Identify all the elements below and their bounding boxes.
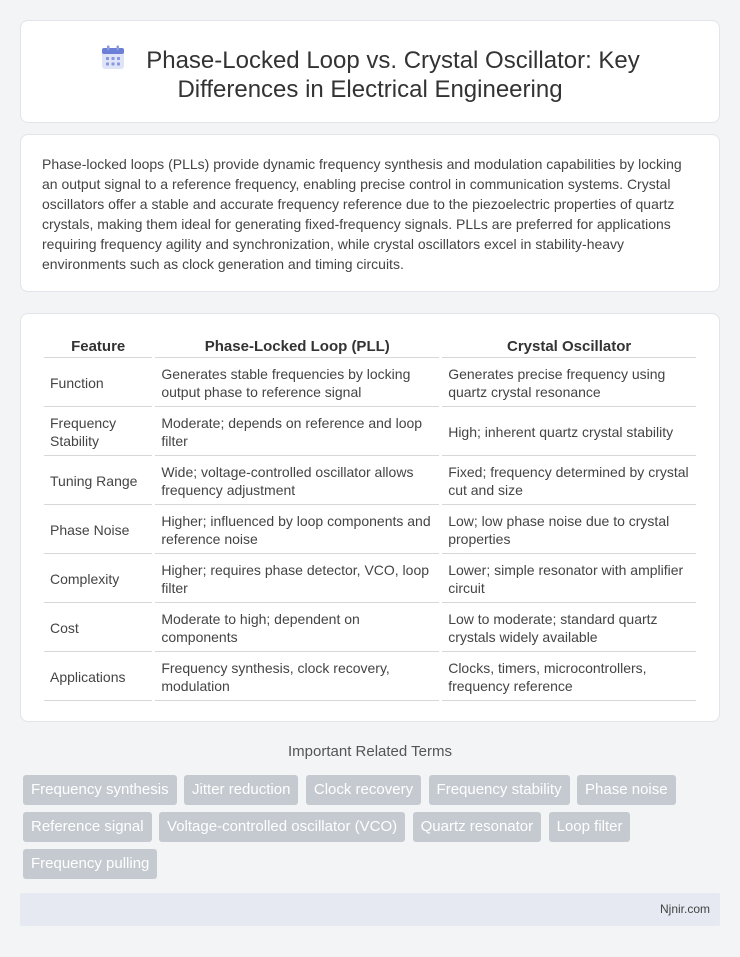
row-pll: Higher; influenced by loop components and reference noise	[155, 506, 439, 554]
term-tag[interactable]: Phase noise	[577, 775, 676, 805]
row-pll: Moderate to high; dependent on components	[155, 604, 439, 652]
related-terms-list	[23, 775, 723, 886]
table-row	[44, 506, 696, 554]
term-tag[interactable]: Quartz resonator	[413, 812, 542, 842]
page-title-text: Phase-Locked Loop vs. Crystal Oscillator: Key Differences in Electrical Engineering	[146, 47, 640, 103]
row-pll: Moderate; depends on reference and loop filter	[155, 408, 439, 456]
row-feature: Phase Noise	[44, 506, 152, 554]
footer	[20, 893, 720, 926]
term-tag[interactable]: Frequency stability	[429, 775, 570, 805]
row-feature: Tuning Range	[44, 457, 152, 505]
row-feature: Cost	[44, 604, 152, 652]
intro-card	[20, 134, 720, 292]
row-pll: Frequency synthesis, clock recovery, modulation	[155, 653, 439, 701]
row-crystal: High; inherent quartz crystal stability	[442, 408, 696, 456]
header-crystal: Crystal Oscillator	[442, 335, 696, 358]
page-title	[21, 45, 719, 104]
table-row	[44, 604, 696, 652]
row-pll: Wide; voltage-controlled oscillator allows frequency adjustment	[155, 457, 439, 505]
row-pll: Generates stable frequencies by locking output phase to reference signal	[155, 359, 439, 407]
term-tag[interactable]: Frequency pulling	[23, 849, 157, 879]
table-row	[44, 555, 696, 603]
row-crystal: Fixed; frequency determined by crystal cut and size	[442, 457, 696, 505]
footer-site[interactable]: Njnir.com	[659, 902, 710, 916]
table-row	[44, 653, 696, 701]
header-feature: Feature	[44, 335, 152, 358]
row-feature: Complexity	[44, 555, 152, 603]
header-pll: Phase-Locked Loop (PLL)	[155, 335, 439, 358]
row-crystal: Clocks, timers, microcontrollers, frequency reference	[442, 653, 696, 701]
intro-paragraph: Phase-locked loops (PLLs) provide dynamic frequency synthesis and modulation capabilities by locking an output signal to a reference frequency, enabling precise control in communication systems. Crystal oscillators offer a stable and accurate frequency reference due to the piezoelectric properties of quartz crystals, making them ideal for generating fixed-frequency signals. PLLs are preferred for applications requiring frequency agility and synchronization, while crystal oscillators excel in stability-heavy environments such as clock generation and timing circuits.	[42, 156, 682, 272]
term-tag[interactable]: Loop filter	[549, 812, 631, 842]
row-feature: Frequency Stability	[44, 408, 152, 456]
comparison-table	[41, 334, 699, 702]
row-crystal: Low; low phase noise due to crystal properties	[442, 506, 696, 554]
row-feature: Applications	[44, 653, 152, 701]
term-tag[interactable]: Clock recovery	[306, 775, 421, 805]
row-crystal: Low to moderate; standard quartz crystals widely available	[442, 604, 696, 652]
table-row	[44, 457, 696, 505]
related-terms-heading: Important Related Terms	[288, 743, 452, 760]
row-crystal: Lower; simple resonator with amplifier circuit	[442, 555, 696, 603]
row-feature: Function	[44, 359, 152, 407]
term-tag[interactable]: Jitter reduction	[184, 775, 298, 805]
table-row	[44, 408, 696, 456]
row-crystal: Generates precise frequency using quartz crystal resonance	[442, 359, 696, 407]
table-row	[44, 359, 696, 407]
table-header-row	[44, 335, 696, 358]
term-tag[interactable]: Reference signal	[23, 812, 152, 842]
title-card	[20, 20, 720, 123]
term-tag[interactable]: Voltage-controlled oscillator (VCO)	[159, 812, 405, 842]
comparison-table-card	[20, 313, 720, 722]
calendar-icon	[100, 45, 126, 71]
term-tag[interactable]: Frequency synthesis	[23, 775, 177, 805]
row-pll: Higher; requires phase detector, VCO, loop filter	[155, 555, 439, 603]
